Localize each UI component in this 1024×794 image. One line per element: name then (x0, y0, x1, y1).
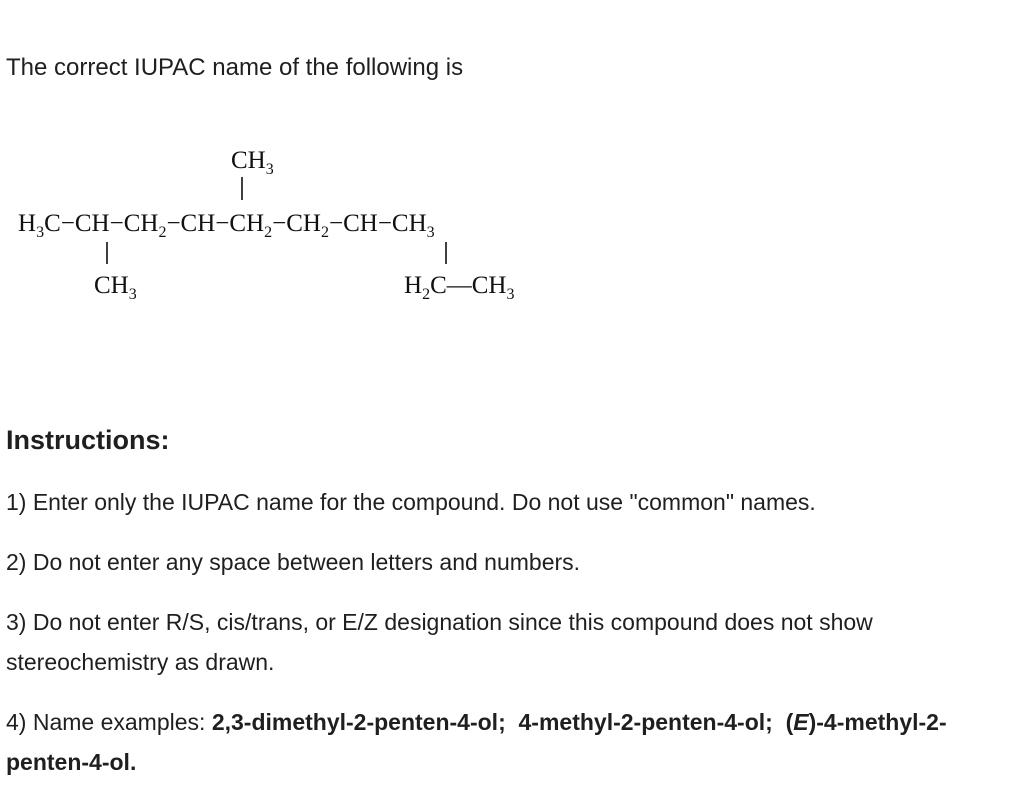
lower-left-substituent: $CH_3$ (94, 272, 137, 303)
example-2: 4-methyl-2-penten-4-ol; (518, 709, 773, 735)
example-3-open: ( (785, 709, 794, 735)
instructions-heading: Instructions: (6, 425, 170, 455)
lower-right-substituent: $H_2C—CH_3$ (404, 272, 515, 303)
example-3-italic: E (793, 709, 809, 735)
instruction-2: 2) Do not enter any space between letters and numbers. (6, 549, 581, 575)
instruction-1: 1) Enter only the IUPAC name for the compound. Do not use "common" names. (6, 489, 816, 515)
example-3-rest: )-4-methyl-2-penten-4-ol. (6, 709, 947, 775)
example-1: 2,3-dimethyl-2-penten-4-ol; (211, 709, 506, 735)
main-chain: $H_3C-CH-CH_2-CH-CH_2-CH_2-CH-CH_3$ (18, 210, 435, 241)
question-text: The correct IUPAC name of the following is (6, 54, 464, 81)
top-substituent: $CH_3$ (231, 147, 274, 178)
instruction-4-prefix: 4) Name examples: (6, 709, 212, 735)
chemical-structure (0, 130, 620, 330)
instruction-4 (6, 702, 1018, 782)
instruction-3: 3) Do not enter R/S, cis/trans, or E/Z designation since this compound does not show stereochemistry as drawn. (6, 609, 873, 675)
